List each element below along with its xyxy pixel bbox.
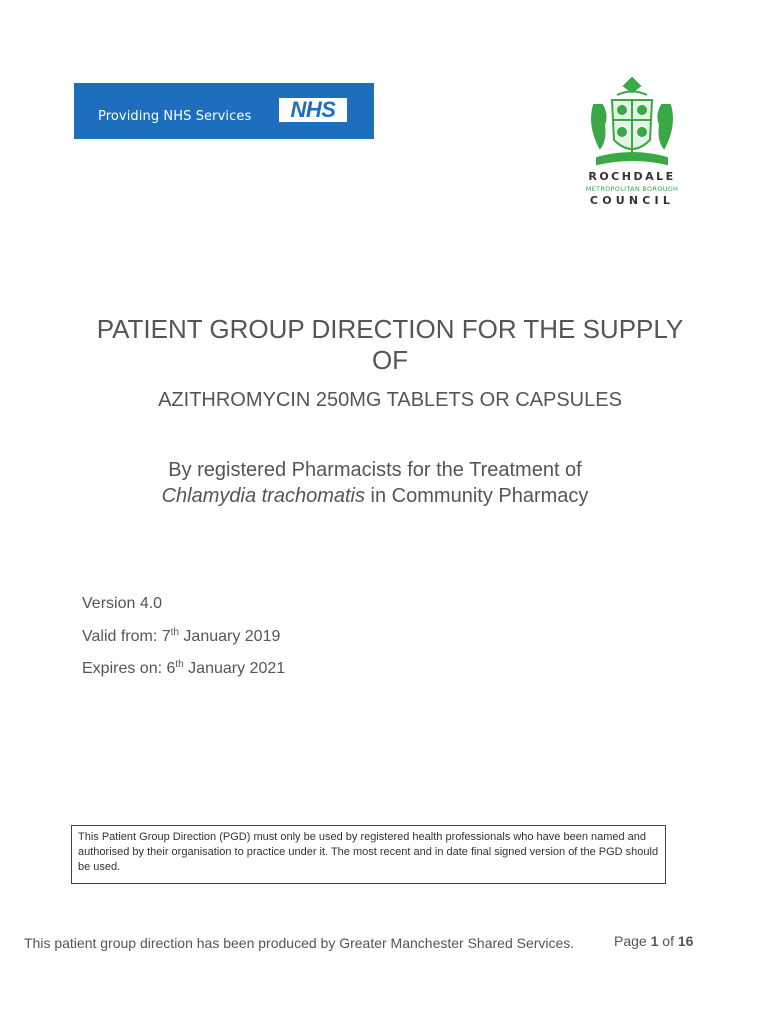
page-label: Page [614, 933, 651, 949]
footer-text: This patient group direction has been produced by Greater Manchester Shared Services. [24, 935, 575, 951]
expires-label: Expires on: 6 [82, 660, 176, 677]
valid-from-sup: th [170, 627, 179, 638]
nhs-logo-text: NHS [290, 97, 336, 122]
page-current: 1 [650, 933, 659, 949]
council-name-line2: METROPOLITAN BOROUGH [585, 185, 679, 193]
document-subtitle: AZITHROMYCIN 250MG TABLETS OR CAPSULES [158, 389, 622, 411]
page-number [614, 933, 693, 949]
council-name [578, 170, 686, 207]
expires-date: January 2021 [183, 660, 286, 677]
document-purpose [130, 457, 620, 509]
council-name-line3: COUNCIL [589, 194, 675, 207]
nhs-logo [279, 98, 347, 122]
expires-on [82, 660, 285, 678]
page-of: of [658, 933, 678, 949]
purpose-organism: Chlamydia trachomatis [161, 485, 365, 507]
purpose-suffix: in Community Pharmacy [365, 485, 589, 507]
nhs-banner-text: Providing NHS Services [98, 109, 252, 124]
valid-from-label: Valid from: 7 [82, 628, 171, 645]
version-label: Version 4.0 [82, 595, 163, 612]
council-name-line1: ROCHDALE [588, 170, 676, 183]
valid-from [82, 628, 280, 646]
nhs-banner [74, 83, 374, 139]
page-total: 16 [677, 933, 694, 949]
purpose-prefix: By registered Pharmacists for the Treatment of [168, 459, 582, 481]
document-title: PATIENT GROUP DIRECTION FOR THE SUPPLY OF [96, 314, 684, 375]
pgd-notice-box: This Patient Group Direction (PGD) must only be used by registered health professionals who have been named and authorised by their organisation to practice under it. The most recent and in date final signed version of the PGD should be used. [71, 825, 666, 884]
valid-from-date: January 2019 [178, 628, 281, 645]
council-crest-icon [582, 70, 682, 170]
expires-sup: th [175, 659, 184, 670]
